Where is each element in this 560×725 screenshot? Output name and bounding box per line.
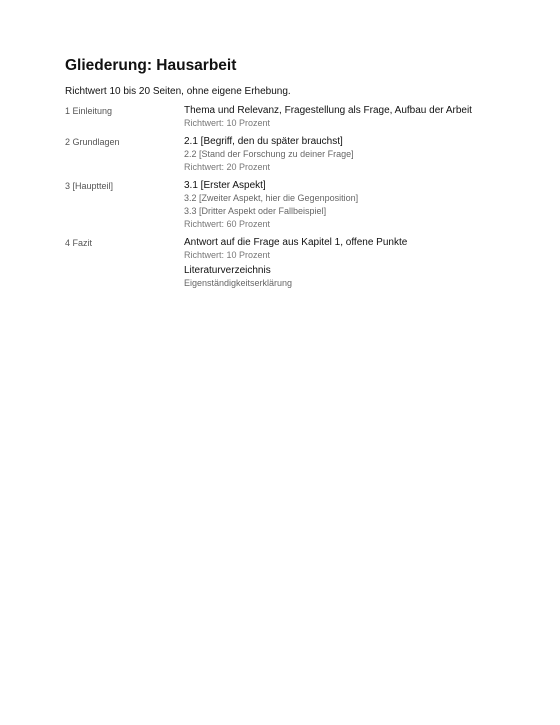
section-3-2: 3.2 [Zweiter Aspekt, hier die Gegenposition] xyxy=(184,193,359,203)
section-3-3: 3.3 [Dritter Aspekt oder Fallbeispiel] xyxy=(184,206,327,216)
outline-chapter-4 xyxy=(65,236,525,290)
chapter-3-content xyxy=(184,179,525,233)
chapter-4-weight-note: Richtwert: 10 Prozent xyxy=(184,250,271,260)
chapter-2-label: 2 Grundlagen xyxy=(65,137,120,147)
section-3-1: 3.1 [Erster Aspekt] xyxy=(184,180,266,191)
chapter-2-content xyxy=(184,135,525,176)
document-subtitle: Richtwert 10 bis 20 Seiten, ohne eigene Erhebung. xyxy=(65,86,291,97)
outline-chapter-2 xyxy=(65,135,525,176)
chapter-4-content xyxy=(184,236,525,290)
outline-chapter-3 xyxy=(65,179,525,233)
chapter-1-weight-note: Richtwert: 10 Prozent xyxy=(184,118,271,128)
chapter-1-content xyxy=(184,104,525,132)
bibliography-entry: Literaturverzeichnis xyxy=(184,265,271,276)
section-2-2: 2.2 [Stand der Forschung zu deiner Frage] xyxy=(184,149,354,159)
chapter-2-weight-note: Richtwert: 20 Prozent xyxy=(184,162,271,172)
outline-chapter-1 xyxy=(65,104,525,132)
outline-list xyxy=(65,104,525,293)
declaration-entry: Eigenständigkeitserklärung xyxy=(184,278,293,288)
section-2-1: 2.1 [Begriff, den du später brauchst] xyxy=(184,136,343,147)
chapter-3-weight-note: Richtwert: 60 Prozent xyxy=(184,219,271,229)
chapter-1-label: 1 Einleitung xyxy=(65,106,113,116)
chapter-1-description: Thema und Relevanz, Fragestellung als Frage, Aufbau der Arbeit xyxy=(184,105,472,116)
document-title: Gliederung: Hausarbeit xyxy=(65,57,237,74)
chapter-4-label: 4 Fazit xyxy=(65,238,93,248)
chapter-3-label: 3 [Hauptteil] xyxy=(65,181,114,191)
chapter-4-description: Antwort auf die Frage aus Kapitel 1, offene Punkte xyxy=(184,237,408,248)
